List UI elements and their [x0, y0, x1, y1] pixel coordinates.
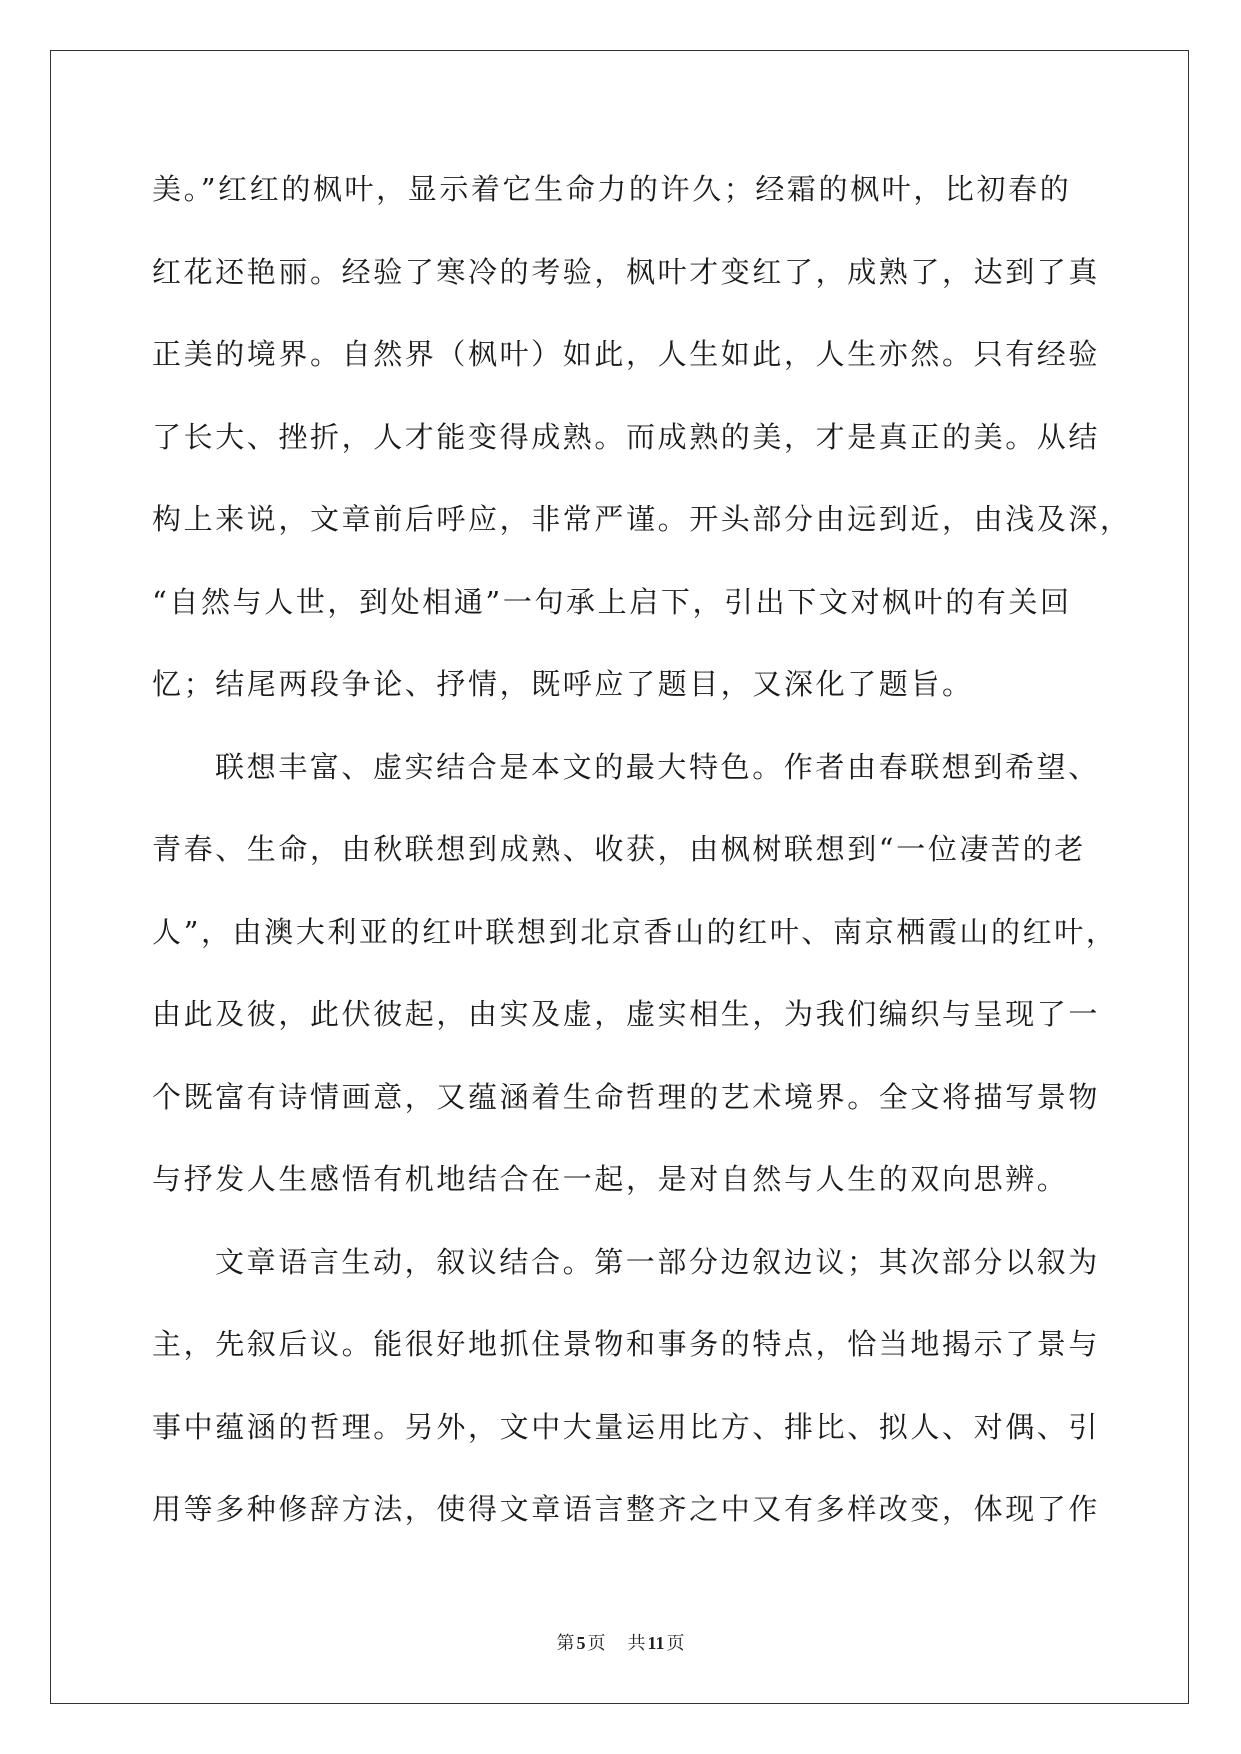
text-line: 红花还艳丽。经验了寒冷的考验，枫叶才变红了，成熟了，达到了真 — [152, 254, 1101, 289]
body-text — [152, 159, 1132, 1562]
total-pages: 11 — [647, 1633, 665, 1653]
page-unit: 页 — [587, 1633, 606, 1653]
text-line: 由此及彼，此伏彼起，由实及虚，虚实相生，为我们编织与呈现了一 — [152, 997, 1101, 1031]
text-line: 构上来说，文章前后呼应，非常严谨。开头部分由远到近，由浅及深， — [152, 502, 1132, 536]
text-line: 青春、生命，由秋联想到成熟、收获，由枫树联想到“一位凄苦的老 — [152, 832, 1086, 866]
text-line: 忆；结尾两段争论、抒情，既呼应了题目，又深化了题旨。 — [152, 667, 974, 701]
page-prefix: 第 — [556, 1633, 575, 1653]
text-line: 了长大、挫折，人才能变得成熟。而成熟的美，才是真正的美。从结 — [152, 419, 1101, 454]
text-line: 个既富有诗情画意，又蕴涵着生命哲理的艺术境界。全文将描写景物 — [152, 1079, 1101, 1114]
text-line: 事中蕴涵的哲理。另外，文中大量运用比方、排比、拟人、对偶、引 — [152, 1409, 1101, 1444]
text-line: 人”，由澳大利亚的红叶联想到北京香山的红叶、南京栖霞山的红叶， — [152, 914, 1118, 949]
page-footer — [0, 1629, 1241, 1655]
total-unit: 页 — [666, 1633, 685, 1653]
paragraph-first-line: 文章语言生动，叙议结合。第一部分边叙边议；其次部分以叙为 — [215, 1244, 1100, 1279]
text-line: 美。”红红的枫叶，显示着它生命力的许久；经霜的枫叶，比初春的 — [152, 172, 1072, 206]
text-line: “自然与人世，到处相通”一句承上启下，引出下文对枫叶的有关回 — [152, 584, 1072, 619]
text-line: 用等多种修辞方法，使得文章语言整齐之中又有多样改变，体现了作 — [152, 1492, 1101, 1526]
text-line: 正美的境界。自然界（枫叶）如此，人生如此，人生亦然。只有经验 — [152, 337, 1101, 371]
paragraph-first-line: 联想丰富、虚实结合是本文的最大特色。作者由春联想到希望、 — [215, 749, 1100, 784]
page-number: 5 — [576, 1633, 586, 1653]
total-prefix: 共 — [627, 1633, 646, 1653]
text-line: 与抒发人生感悟有机地结合在一起，是对自然与人生的双向思辨。 — [152, 1162, 1069, 1196]
text-line: 主，先叙后议。能很好地抓住景物和事务的特点，恰当地揭示了景与 — [152, 1327, 1101, 1361]
